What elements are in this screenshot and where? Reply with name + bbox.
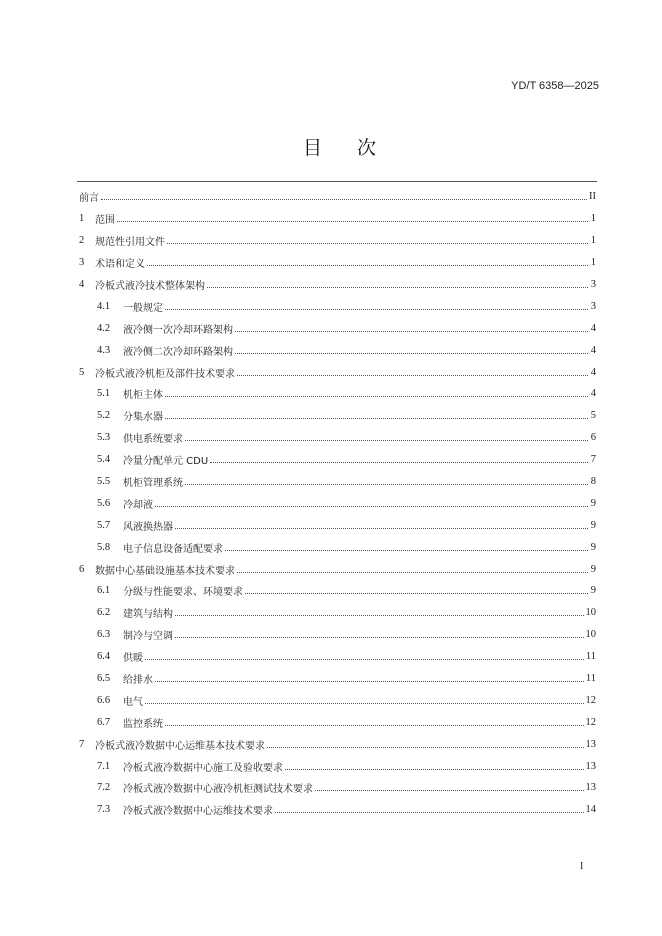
toc-dot-leader [101,199,587,200]
toc-dot-leader [165,418,588,419]
toc-entry-label: 冷板式液冷数据中心运维技术要求 [123,806,273,818]
toc-entry-label: 制冷与空调 [123,631,173,643]
toc-entry-page: 5 [590,410,596,422]
toc-entry-number: 7.1 [97,760,111,772]
toc-entry[interactable] [79,711,596,733]
toc-entry-number: 7.2 [97,782,111,794]
toc-entry-page: 4 [590,366,596,378]
toc-entry-page: 9 [590,563,596,575]
toc-entry-page: 3 [590,300,596,312]
toc-entry-page: 6 [590,432,596,444]
toc-dot-leader [175,637,584,638]
toc-dot-leader [165,725,584,726]
toc-entry[interactable] [79,514,596,536]
toc-entry[interactable] [79,252,596,274]
toc-entry-number: 6.7 [97,716,111,728]
toc-entry[interactable] [79,580,596,602]
toc-entry-number: 2 [79,235,85,247]
toc-entry-label: 供电系统要求 [123,434,183,446]
toc-entry-label: 监控系统 [123,718,163,730]
toc-entry[interactable] [79,274,596,296]
toc-entry[interactable] [79,733,596,755]
toc-entry-number: 4.3 [97,344,111,356]
toc-entry-label: 冷板式液冷数据中心施工及验收要求 [123,762,283,774]
toc-entry-number: 4 [79,279,85,290]
toc-entry[interactable] [79,558,596,580]
toc-entry-label: 冷量分配单元 CDU [123,456,209,468]
toc-entry-label: 液冷侧二次冷却环路架构 [123,346,233,358]
toc-entry-number: 3 [79,257,85,269]
toc-entry-label: 前言 [79,193,99,205]
toc-entry-number: 5.6 [97,497,111,509]
toc-entry[interactable] [79,602,596,624]
table-of-contents [79,186,596,821]
toc-entry-label: 规范性引用文件 [95,237,165,249]
toc-entry-label: 冷却液 [123,499,153,511]
toc-entry-label: 冷板式液冷技术整体架构 [95,281,205,292]
toc-dot-leader [275,812,584,813]
toc-entry-number: 6.4 [97,651,111,663]
title-char-2: 次 [357,137,377,159]
toc-entry-number: 6 [79,563,85,575]
toc-dot-leader [235,331,588,332]
toc-entry-number: 1 [79,213,85,225]
toc-entry-page: 1 [590,213,596,225]
toc-dot-leader [225,550,588,551]
toc-dot-leader [155,681,584,682]
toc-entry[interactable] [79,536,596,558]
toc-dot-leader [175,615,584,616]
toc-dot-leader [147,265,588,266]
toc-dot-leader [165,309,588,310]
toc-entry-label: 电气 [123,696,143,708]
toc-entry[interactable] [79,208,596,230]
toc-entry-page: 10 [585,607,596,619]
toc-entry-page: II [589,191,596,203]
toc-entry[interactable] [79,449,596,471]
toc-dot-leader [207,287,588,288]
toc-entry-page: 4 [590,388,596,400]
toc-entry-label: 液冷侧一次冷却环路架构 [123,324,233,336]
toc-dot-leader [145,703,584,704]
toc-entry-label: 术语和定义 [95,259,145,271]
toc-entry-page: 14 [585,804,596,816]
title-divider [77,181,597,182]
toc-entry-label: 范围 [95,215,115,227]
toc-entry-page: 11 [585,673,596,685]
toc-entry-page: 1 [590,235,596,247]
toc-entry[interactable] [79,689,596,711]
toc-entry-page: 9 [590,519,596,531]
toc-entry[interactable] [79,405,596,427]
toc-dot-leader [185,440,588,441]
toc-dot-leader [155,506,588,507]
toc-entry-page: 3 [590,279,596,290]
title-char-1: 目 [303,137,323,159]
toc-dot-leader [237,572,588,573]
toc-entry-page: 10 [585,629,596,641]
toc-entry-label: 建筑与结构 [123,609,173,621]
toc-entry-label: 分集水器 [123,412,163,424]
toc-entry-number: 5.3 [97,432,111,444]
toc-dot-leader [235,353,588,354]
toc-entry[interactable] [79,230,596,252]
toc-entry-number: 6.5 [97,673,111,685]
toc-entry-page: 8 [590,476,596,488]
toc-entry-number: 5.8 [97,541,111,553]
toc-entry-page: 4 [590,322,596,334]
toc-entry-label: 数据中心基础设施基本技术要求 [95,565,235,577]
toc-entry-number: 6.1 [97,585,111,597]
toc-dot-leader [165,396,588,397]
toc-entry-label: 电子信息设备适配要求 [123,543,223,555]
toc-dot-leader [315,790,584,791]
toc-entry[interactable] [79,427,596,449]
toc-dot-leader [185,484,588,485]
toc-entry[interactable] [79,361,596,383]
toc-entry-number: 5.1 [97,388,111,400]
toc-entry-label: 风液换热器 [123,521,173,533]
toc-entry[interactable] [79,624,596,646]
toc-entry[interactable] [79,799,596,821]
toc-entry[interactable] [79,755,596,777]
toc-entry-page: 13 [585,760,596,772]
toc-entry-number: 4.1 [97,300,111,312]
toc-dot-leader [267,747,584,748]
toc-dot-leader [285,769,584,770]
toc-entry-number: 5.5 [97,476,111,488]
toc-entry-number: 6.2 [97,607,111,619]
standard-code: YD/T 6358—2025 [511,80,599,92]
toc-entry[interactable] [79,383,596,405]
toc-entry-number: 5.2 [97,410,111,422]
toc-entry-page: 11 [585,651,596,663]
toc-entry-label: 冷板式液冷数据中心液冷机柜测试技术要求 [123,784,313,796]
toc-dot-leader [175,528,588,529]
toc-entry-page: 9 [590,497,596,509]
toc-entry[interactable] [79,339,596,361]
toc-entry-label: 供暖 [123,653,143,665]
toc-entry-number: 7 [79,738,85,750]
toc-entry-label: 冷板式液冷数据中心运维基本技术要求 [95,740,265,752]
toc-entry-number: 5.7 [97,519,111,531]
toc-entry-label: 机柜管理系统 [123,478,183,490]
toc-entry-page: 7 [590,454,596,466]
toc-entry-page: 9 [590,585,596,597]
toc-entry-page: 12 [585,694,596,706]
toc-dot-leader [167,243,588,244]
toc-entry-number: 4.2 [97,322,111,334]
toc-entry-number: 7.3 [97,804,111,816]
toc-entry[interactable] [79,317,596,339]
toc-entry-page: 4 [590,344,596,356]
toc-entry[interactable] [79,295,596,317]
toc-entry-page: 13 [585,782,596,794]
toc-entry[interactable] [79,646,596,668]
toc-entry-page: 12 [585,716,596,728]
toc-entry[interactable] [79,668,596,690]
toc-entry[interactable] [79,186,596,208]
toc-dot-leader [210,462,588,463]
toc-entry-label: 机柜主体 [123,390,163,402]
toc-dot-leader [237,375,588,376]
toc-dot-leader [117,221,588,222]
toc-dot-leader [245,593,588,594]
toc-entry-page: 9 [590,541,596,553]
toc-entry-label: 给排水 [123,675,153,687]
toc-entry-label: 一般规定 [123,302,163,314]
toc-entry-label: 冷板式液冷机柜及部件技术要求 [95,368,235,380]
toc-entry-page: 13 [585,738,596,750]
toc-entry[interactable] [79,471,596,493]
toc-entry-number: 6.3 [97,629,111,641]
toc-entry-page: 1 [590,257,596,269]
toc-entry-number: 6.6 [97,694,111,706]
toc-entry[interactable] [79,492,596,514]
toc-entry[interactable] [79,777,596,799]
toc-dot-leader [145,659,584,660]
toc-entry-label: 分级与性能要求、环境要求 [123,587,243,599]
toc-entry-number: 5 [79,366,85,378]
toc-entry-number: 5.4 [97,454,111,466]
page-number: I [580,861,584,872]
